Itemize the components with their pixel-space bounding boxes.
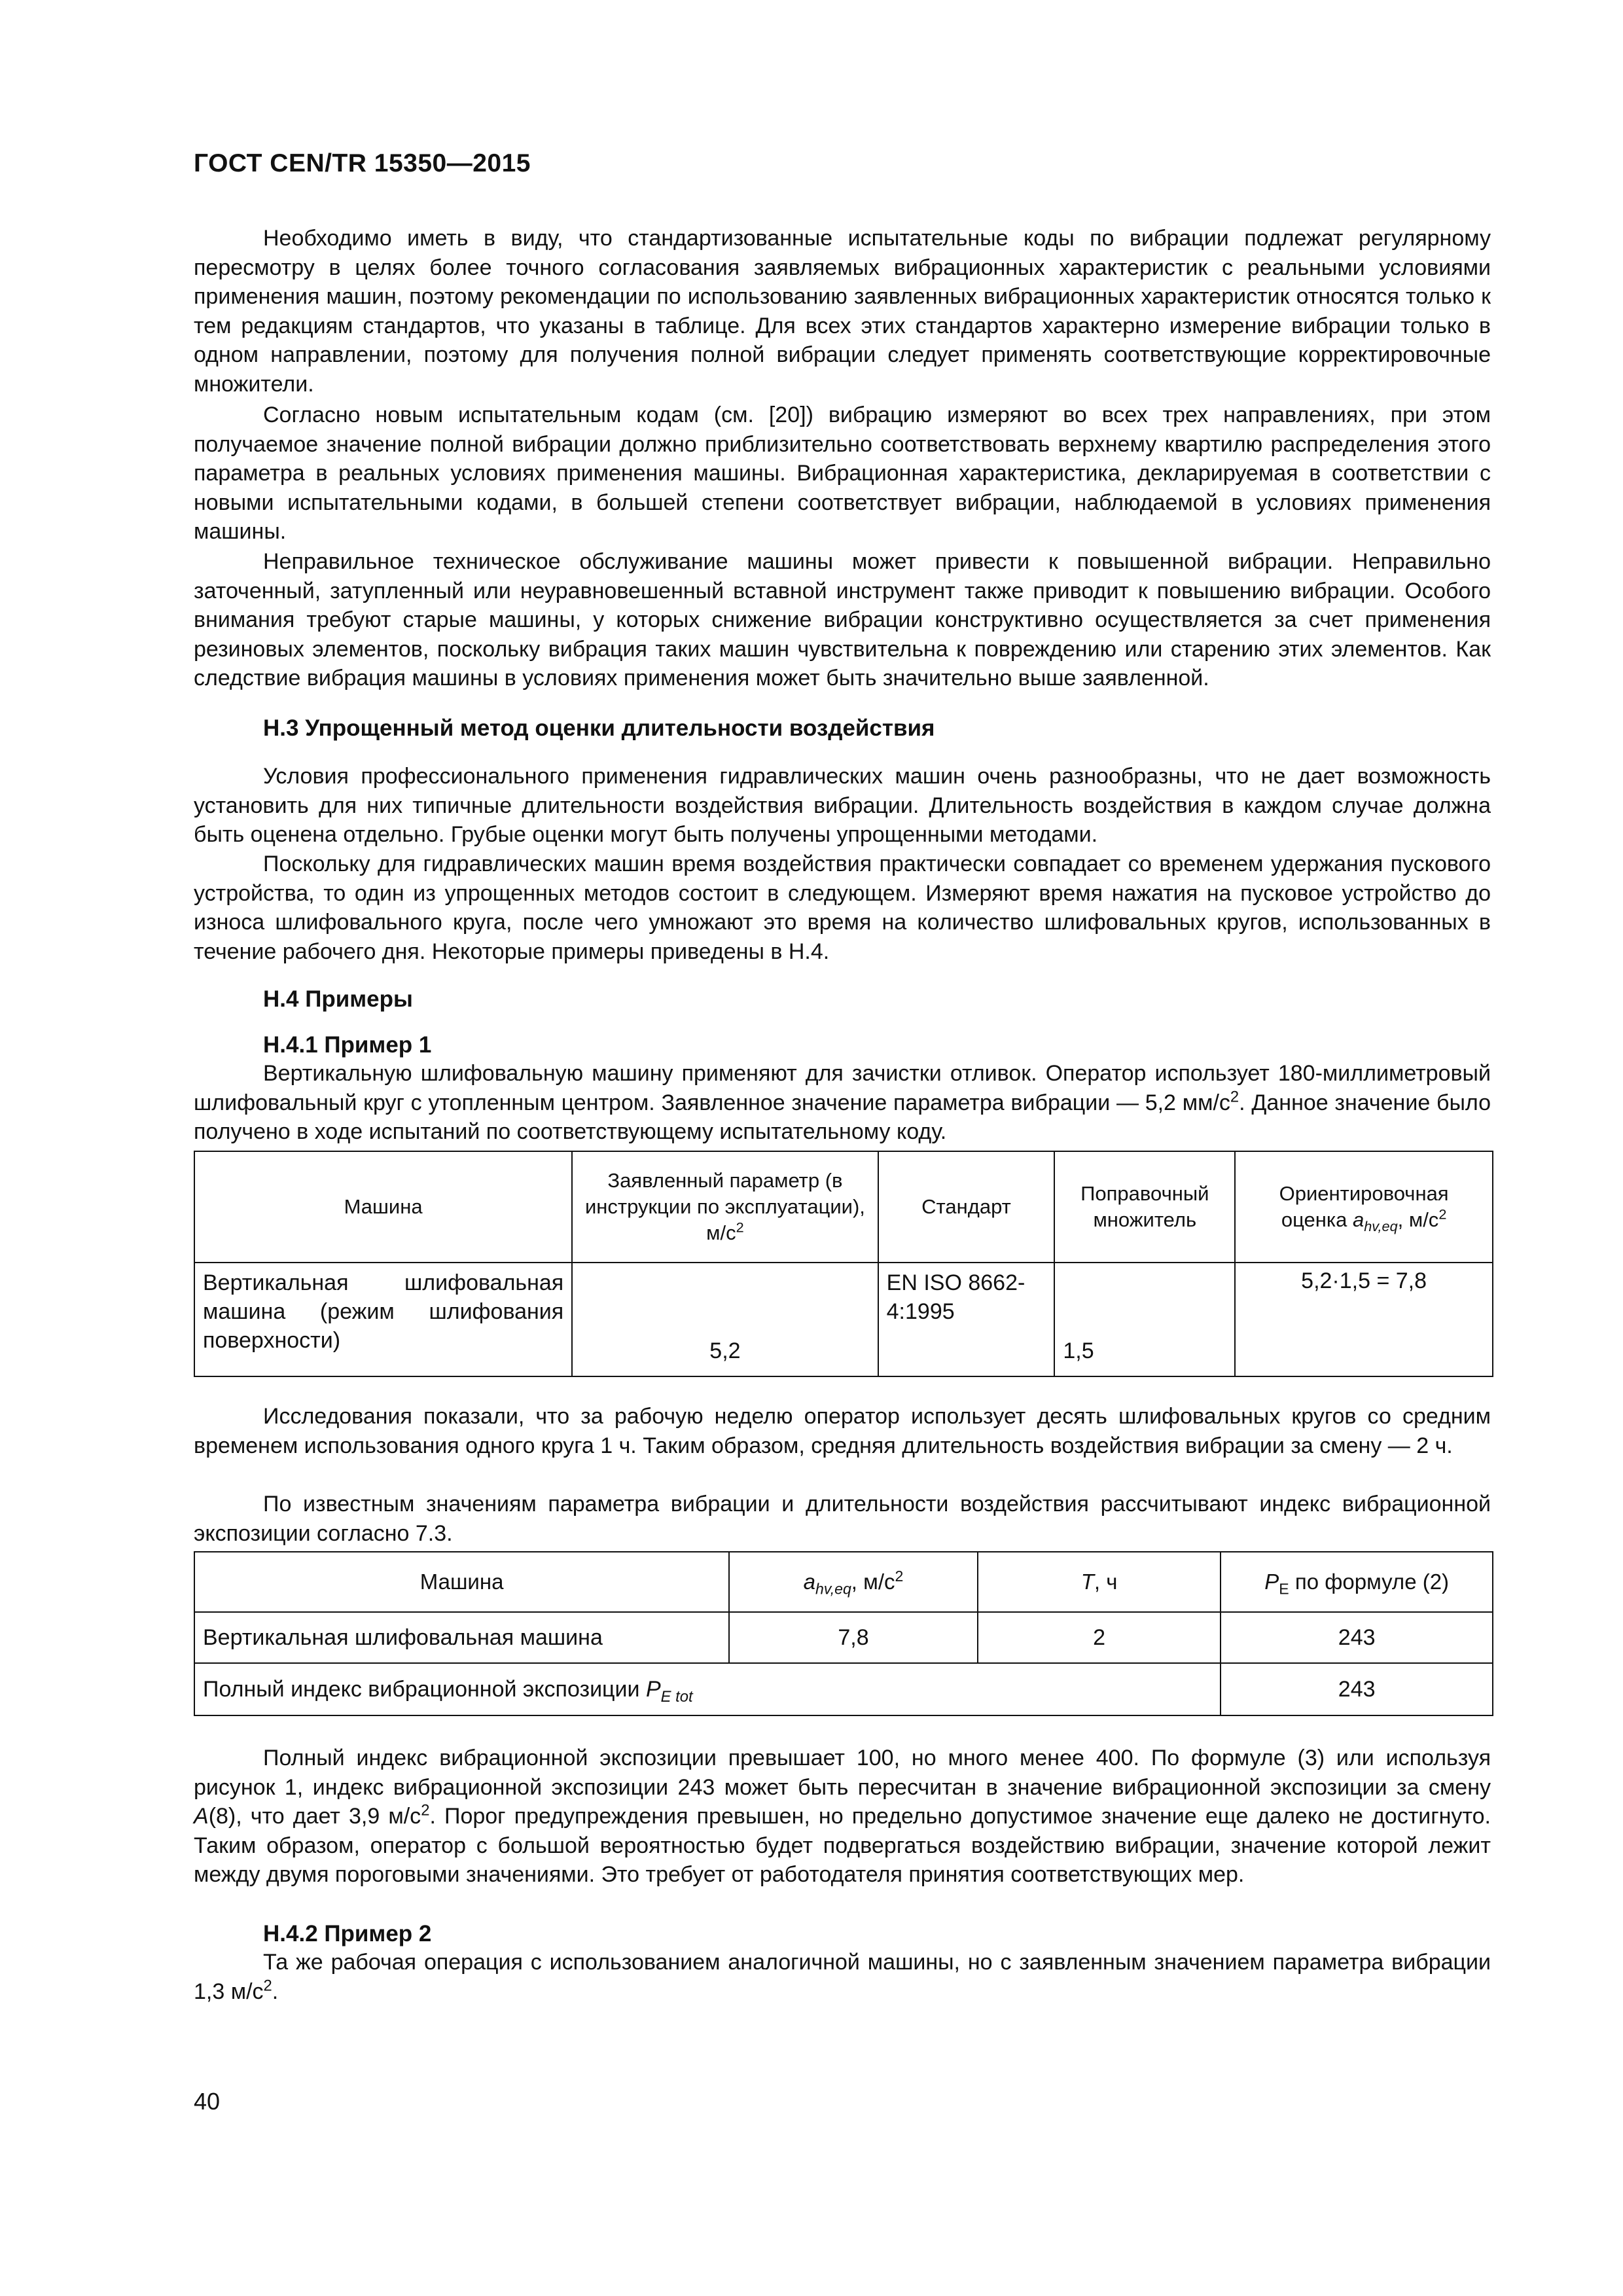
paragraph-usage-study: Исследования показали, что за рабочую неделю оператор использует десять шлифовальных кругов со средним временем использования одного круга 1 ч. Таким образом, средняя длительность воздействия вибрации за смену — 2 ч. (194, 1404, 1491, 1458)
paragraph-standard-revision: Необходимо иметь в виду, что стандартизованные испытательные коды по вибрации подлежат регулярному пересмотру в целях более точного согласования заявляемых вибрационных характеристик с реальными условиями применения машин, поэтому рекомендации по использованию заявленных вибрационных характеристик относятся только к тем редакциям стандартов, что указаны в таблице. Для всех этих стандартов характерно измерение вибрации только в одном направлении, поэтому для получения полной вибрации следует применять соответствующие корректировочные множители. (194, 226, 1491, 397)
example1-title: Н.4.1 Пример 1 (263, 1032, 432, 1058)
paragraph-maintenance: Неправильное техническое обслуживание машины может привести к повышенной вибрации. Неправильно заточенный, затупленный или неуравновешенный вставной инструмент также приводит к повышению вибрации. Особого внимания требуют старые машины, у которых снижение вибрации конструктивно осуществляется за счет применения резиновых элементов, поскольку вибрация таких машин чувствительна к повреждению или старению этих элементов. Как следствие вибрация машины в условиях применения может быть значительно выше заявленной. (194, 549, 1491, 691)
table1-cell-machine: Вертикальная шлифовальная машина (режим шлифования поверхности) (194, 1263, 572, 1376)
paragraph-exposure-index: По известным значениям параметра вибрации и длительности воздействия рассчитывают индекс вибрационной экспозиции согласно 7.3. (194, 1492, 1491, 1546)
paragraph-new-test-codes: Согласно новым испытательным кодам (см. [20]) вибрацию измеряют во всех трех направлениях, при этом получаемое значение полной вибрации должно приблизительно соответствовать верхнему квартилю распределения этого параметра в реальных условиях применения машины. Вибрационная характеристика, декларируемая в соответствии с новыми испытательными кодами, в большей степени соответствует вибрации, наблюдаемой в условиях применения машины. (194, 403, 1491, 544)
table1-cell-declared: 5,2 (572, 1263, 878, 1376)
table2-cell-ahv: 7,8 (729, 1612, 978, 1663)
table1-cell-standard: EN ISO 8662-4:1995 (878, 1263, 1055, 1376)
table2-header-machine: Машина (194, 1552, 729, 1612)
page-number: 40 (194, 2088, 221, 2115)
table2-header-pe: $P_E$ по формуле (2) (1221, 1552, 1493, 1612)
table1-header-machine: Машина (194, 1151, 572, 1263)
section-h4-title: Н.4 Примеры (263, 986, 413, 1012)
table1-header-estimate: Ориентировочная оценка $a_{hv,eq}$, $м/с^2$ (1235, 1151, 1493, 1263)
table2-header-t: T, ч (978, 1552, 1221, 1612)
paragraph-exposure-conditions: Условия профессионального применения гидравлических машин очень разнообразны, что не дает возможность установить для них типичные длительности воздействия вибрации. Длительность воздействия в каждом случае должна быть оценена отдельно. Грубые оценки могут быть получены упрощенными методами. (194, 764, 1491, 847)
document-header: ГОСТ CEN/TR 15350—2015 (194, 149, 531, 177)
table2-cell-t: 2 (978, 1612, 1221, 1663)
table2-cell-total-value: 243 (1221, 1663, 1493, 1715)
table2-header-ahv: $a_{hv,eq}$, $м/с^2$ (729, 1552, 978, 1612)
table1-header-standard: Стандарт (878, 1151, 1055, 1263)
exposure-index-table (194, 1551, 1493, 1716)
table1-header-declared: Заявленный параметр (в инструкции по эксплуатации), $м/с^2$ (572, 1151, 878, 1263)
paragraph-simplified-method: Поскольку для гидравлических машин время воздействия практически совпадает со временем удержания пускового устройства, то один из упрощенных методов состоит в следующем. Измеряют время нажатия на пусковое устройство до износа шлифовального круга, после чего умножают это время на количество шлифовальных кругов, использованных в течение рабочего дня. Некоторые примеры приведены в Н.4. (194, 852, 1491, 964)
table2-cell-machine: Вертикальная шлифовальная машина (194, 1612, 729, 1663)
example2-text: Та же рабочая операция с использованием аналогичной машины, но с заявленным значением параметра вибрации 1,3 $м/с^2$. (194, 1950, 1491, 2004)
table1-data-row (194, 1263, 1493, 1376)
section-h3-title: Н.3 Упрощенный метод оценки длительности воздействия (263, 715, 935, 741)
table2-cell-pe: 243 (1221, 1612, 1493, 1663)
example1-intro: Вертикальную шлифовальную машину применяют для зачистки отливок. Оператор использует 180-миллиметровый шлифовальный круг с утопленным центром. Заявленное значение параметра вибрации — 5,2 $мм/с^2$. Данное значение было получено в ходе испытаний по соответствующему испытательному коду. (194, 1061, 1491, 1144)
table2-header-row (194, 1552, 1493, 1612)
example2-title: Н.4.2 Пример 2 (263, 1921, 432, 1946)
table1-cell-factor: 1,5 (1054, 1263, 1235, 1376)
paragraph-conclusion: Полный индекс вибрационной экспозиции превышает 100, но много менее 400. По формуле (3) или используя рисунок 1, индекс вибрационной экспозиции 243 может быть пересчитан в значение вибрационной экспозиции за смену A(8), что дает 3,9 $м/с^2$. Порог предупреждения превышен, но предельно допустимое значение еще далеко не достигнуто. Таким образом, оператор с большой вероятностью будет подвергаться воздействию вибрации, значение которой лежит между двумя пороговыми значениями. Это требует от работодателя принятия соответствующих мер. (194, 1746, 1491, 1887)
table2-cell-total-label: Полный индекс вибрационной экспозиции $P_{E tot}$ (194, 1663, 1221, 1715)
table2-data-row (194, 1612, 1493, 1663)
table1-header-factor: Поправочный множитель (1054, 1151, 1235, 1263)
table1-cell-estimate: 5,2·1,5 = 7,8 (1235, 1263, 1493, 1376)
declared-vibration-table (194, 1151, 1493, 1377)
table2-total-row (194, 1663, 1493, 1715)
table1-header-row (194, 1151, 1493, 1263)
